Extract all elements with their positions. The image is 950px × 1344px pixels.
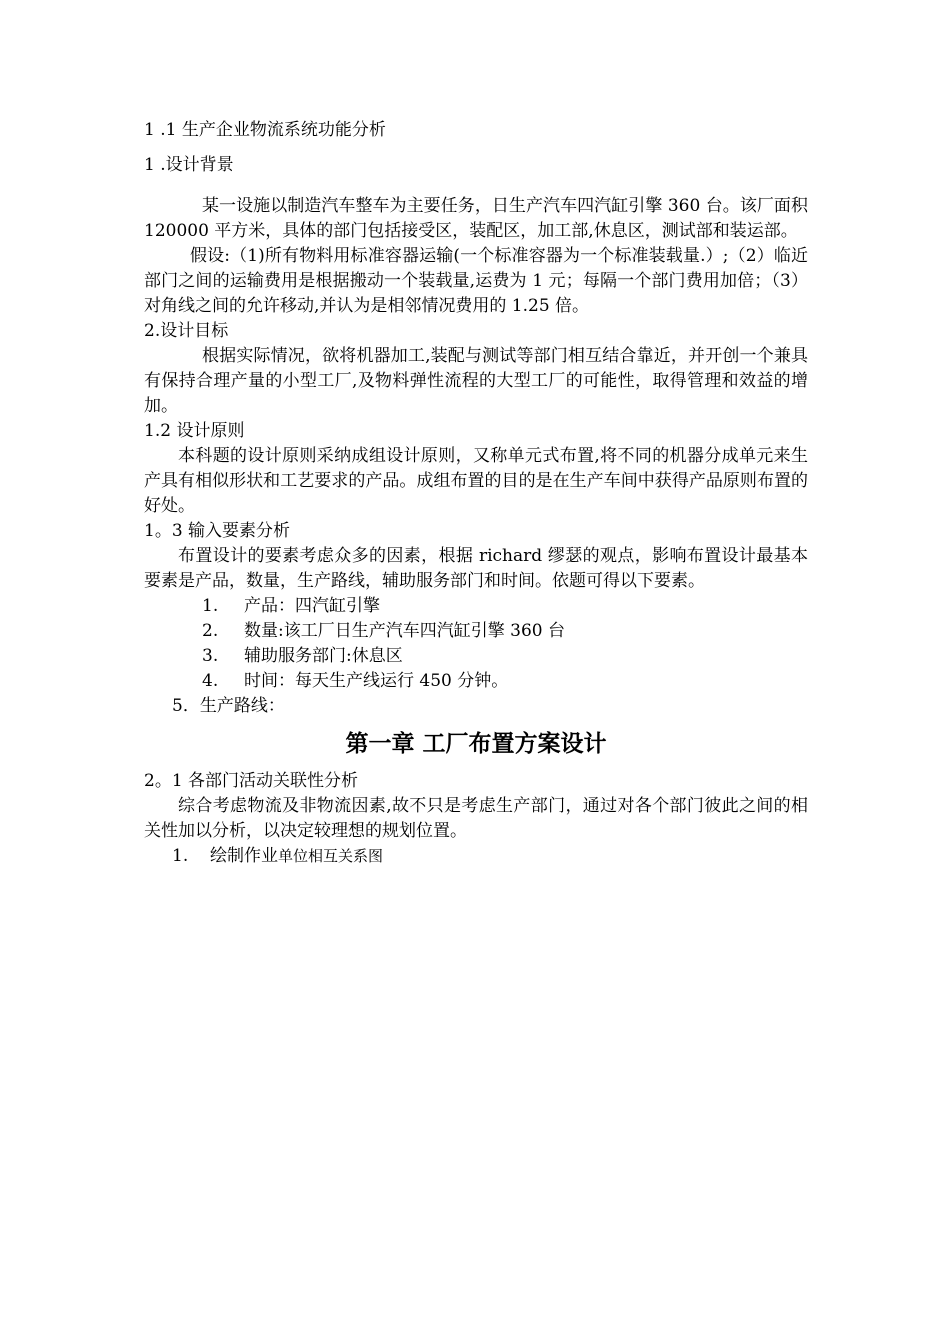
section-heading-1-1: 1 .1 生产企业物流系统功能分析 [144,120,386,140]
element-list [144,594,808,694]
document-page [144,118,808,869]
paragraph-input: 布置设计的要素考虑众多的因素，根据 richard 缪瑟的观点，影响布置设计最基本要素是产品，数量，生产路线，辅助服务部门和时间。依题可得以下要素。 [144,546,808,591]
heading-input-analysis: 1。3 输入要素分析 [144,521,291,541]
heading-design-principle: 1.2 设计原则 [144,421,245,441]
sub-list-item: 1. 绘制作业单位相互关系图 [172,846,384,866]
list-item-production-route: 5．生产路线： [172,696,285,716]
list-item: 1. 产品：四汽缸引擎 [202,596,380,616]
list-item: 3. 辅助服务部门:休息区 [202,646,403,666]
heading-2-1: 2。1 各部门活动关联性分析 [144,771,359,791]
paragraph-principle: 本科题的设计原则采纳成组设计原则，又称单元式布置,将不同的机器分成单元来生产具有相似形状和工艺要求的产品。成组布置的目的是在生产车间中获得产品原则布置的好处。 [144,446,808,516]
chapter-title: 第一章 工厂布置方案设计 [345,731,607,757]
paragraph-2-1: 综合考虑物流及非物流因素,故不只是考虑生产部门，通过对各个部门彼此之间的相关性加以分析，以决定较理想的规划位置。 [144,796,808,841]
paragraph-assumptions: 假设:（1)所有物料用标准容器运输(一个标准容器为一个标准装载量.）;（2）临近部门之间的运输费用是根据搬动一个装载量,运费为 1 元；每隔一个部门费用加倍；（3）对角线之间的允许移动,并认为是相邻情况费用的 1.25 倍。 [144,246,808,316]
paragraph-background: 某一设施以制造汽车整车为主要任务，日生产汽车四汽缸引擎 360 台。该厂面积 120000 平方米，具体的部门包括接受区，装配区，加工部,休息区，测试部和装运部。 [144,196,808,241]
list-item: 4. 时间：每天生产线运行 450 分钟。 [202,671,509,691]
heading-design-background: 1 .设计背景 [144,155,234,175]
heading-design-goal: 2.设计目标 [144,321,229,341]
list-item: 2. 数量:该工厂日生产汽车四汽缸引擎 360 台 [202,621,565,641]
paragraph-goal: 根据实际情况，欲将机器加工,装配与测试等部门相互结合靠近，并开创一个兼具有保持合理产量的小型工厂,及物料弹性流程的大型工厂的可能性，取得管理和效益的增加。 [144,346,808,416]
